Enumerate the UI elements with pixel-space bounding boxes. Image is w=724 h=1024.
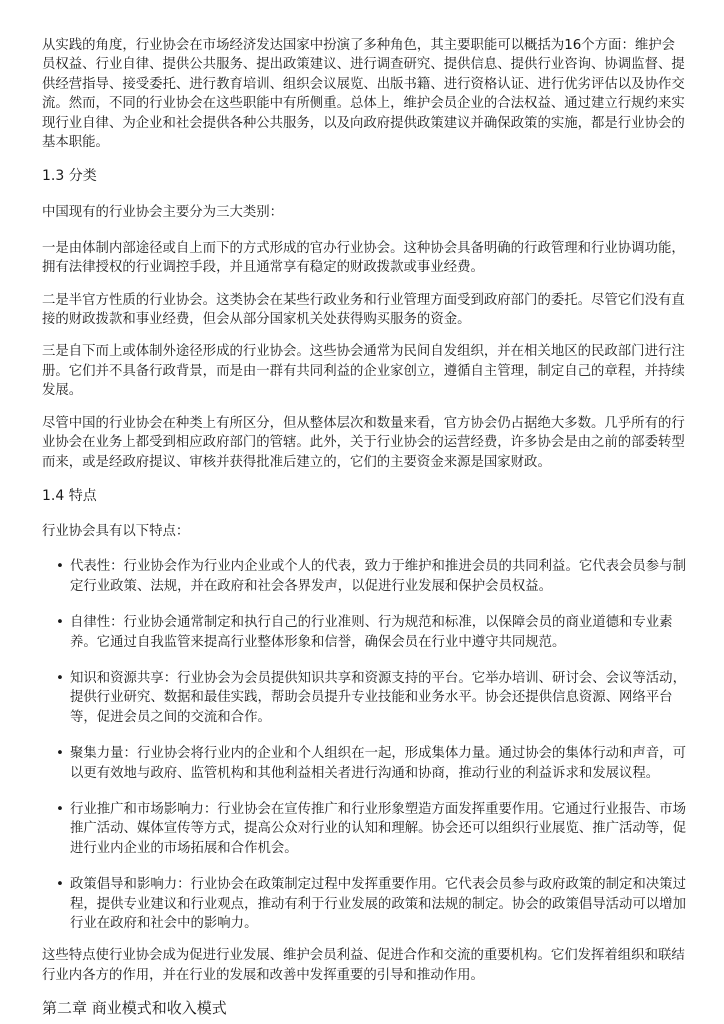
features-conclusion: 这些特点使行业协会成为促进行业发展、维护会员利益、促进合作和交流的重要机构。它们发挥着组织和联结行业内各方的作用，并在行业的发展和改善中发挥重要的引导和推动作用。 (42, 948, 685, 983)
feature-text: 行业推广和市场影响力：行业协会在宣传推广和行业形象塑造方面发挥重要作用。它通过行业报告、市场推广活动、媒体宣传等方式，提高公众对行业的认知和理解。协会还可以组织行业展览、推广活动等，促进行业内企业的市场拓展和合作机会。 (70, 801, 686, 856)
feature-text: 知识和资源共享：行业协会为会员提供知识共享和资源支持的平台。它举办培训、研讨会、会议等活动，提供行业研究、数据和最佳实践，帮助会员提升专业技能和业务水平。协会还提供信息资源、网络平台等，促进会员之间的交流和合作。 (70, 670, 686, 725)
feature-text: 代表性：行业协会作为行业内企业或个人的代表，致力于维护和推进会员的共同利益。它代表会员参与制定行业政策、法规，并在政府和社会各界发声，以促进行业发展和保护会员权益。 (70, 559, 686, 594)
section-heading-1-4: 1.4 特点 (42, 487, 97, 504)
chapter-heading-2: 第二章 商业模式和收入模式 (42, 999, 227, 1018)
list-item (42, 613, 686, 652)
list-item (42, 875, 686, 933)
bullet-icon: • (56, 559, 64, 575)
list-item (42, 744, 686, 783)
feature-text: 聚集力量：行业协会将行业内的企业和个人组织在一起，形成集体力量。通过协会的集体行动和声音，可以更有效地与政府、监管机构和其他利益相关者进行沟通和协商，推动行业的利益诉求和发展议程。 (70, 746, 686, 781)
bullet-icon: • (56, 615, 64, 631)
list-item (42, 669, 686, 727)
intro-paragraph: 从实践的角度，行业协会在市场经济发达国家中扮演了多种角色，其主要职能可以概括为16个方面：维护会员权益、行业自律、提供公共服务、提出政策建议、进行调查研究、提供信息、提供行业咨询、协调监督、提供经营指导、接受委托、进行教育培训、组织会议展览、出版书籍、进行资格认证、进行优劣评估以及协作交流。然而，不同的行业协会在这些职能中有所侧重。总体上，维护会员企业的合法权益、通过建立行规约来实现行业自律、为企业和社会提供各种公共服务，以及向政府提供政策建议并确保政策的实施，都是行业协会的基本职能。 (42, 38, 685, 151)
bullet-icon: • (56, 670, 64, 686)
list-item (42, 800, 686, 858)
document-page (42, 36, 686, 1018)
features-list (42, 557, 686, 933)
features-lead: 行业协会具有以下特点： (42, 523, 190, 539)
classification-lead: 中国现有的行业协会主要分为三大类别： (42, 205, 284, 221)
classification-summary: 尽管中国的行业协会在种类上有所区分，但从整体层次和数量来看，官方协会仍占据绝大多数。几乎所有的行业协会在业务上都受到相应政府部门的管辖。此外，关于行业协会的运营经费，许多协会是由之前的部委转型而来，或是经政府提议、审核并获得批准后建立的，它们的主要资金来源是国家财政。 (42, 415, 685, 470)
section-heading-1-3: 1.3 分类 (42, 168, 97, 185)
classification-type-2: 二是半官方性质的行业协会。这类协会在某些行政业务和行业管理方面受到政府部门的委托。尽管它们没有直接的财政拨款和事业经费，但会从部分国家机关处获得购买服务的资金。 (42, 292, 685, 328)
feature-text: 政策倡导和影响力：行业协会在政策制定过程中发挥重要作用。它代表会员参与政府政策的制定和决策过程，提供专业建议和行业观点，推动有利于行业发展的政策和法规的制定。协会的政策倡导活动可以增加行业在政府和社会中的影响力。 (70, 877, 686, 931)
list-item (42, 557, 686, 596)
classification-type-3: 三是自下而上或体制外途径形成的行业协会。这些协会通常为民间自发组织，并在相关地区的民政部门进行注册。它们并不具备行政背景，而是由一群有共同利益的企业家创立，遵循自主管理，制定自己的章程，并持续发展。 (42, 344, 685, 399)
classification-type-1: 一是由体制内部途径或自上而下的方式形成的官办行业协会。这种协会具备明确的行政管理和行业协调功能，拥有法律授权的行业调控手段，并且通常享有稳定的财政拨款或事业经费。 (42, 240, 685, 276)
bullet-icon: • (56, 801, 64, 817)
feature-text: 自律性：行业协会通常制定和执行自己的行业准则、行为规范和标准，以保障会员的商业道德和专业素养。它通过自我监管来提高行业整体形象和信誉，确保会员在行业中遵守共同规范。 (70, 615, 673, 650)
bullet-icon: • (56, 746, 64, 762)
bullet-icon: • (56, 877, 64, 893)
